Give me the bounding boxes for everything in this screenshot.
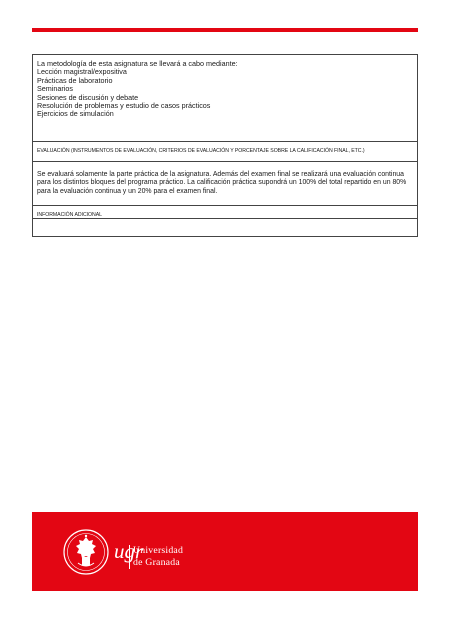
- methodology-section: [33, 55, 417, 141]
- methodology-intro: La metodología de esta asignatura se llevará a cabo mediante:: [37, 59, 238, 68]
- evaluation-heading: EVALUACIÓN (INSTRUMENTOS DE EVALUACIÓN, CRITERIOS DE EVALUACIÓN Y PORCENTAJE SOBRE LA CALIFICACIÓN FINAL, ETC.): [37, 148, 365, 154]
- university-name-line1: Universidad: [133, 545, 184, 556]
- additional-info-heading: INFORMACIÓN ADICIONAL: [37, 212, 102, 218]
- university-name-line2: de Granada: [133, 557, 180, 568]
- ugr-logo-text: ugr: [114, 539, 144, 563]
- footer-banner: [32, 512, 418, 591]
- additional-info-content: [33, 218, 417, 236]
- methodology-item: Sesiones de discusión y debate: [37, 92, 139, 102]
- evaluation-heading-row: [33, 141, 417, 161]
- evaluation-text: Se evaluará solamente la parte práctica de la asignatura. Además del examen final se realizará una evaluación continua para los distintos bloques del programa práctico. La calificación práctica supondrá un 100% del total repartido en un 80% para la evaluación continua y un 20% para el examen final.: [37, 171, 407, 195]
- methodology-item: Lección magistral/expositiva: [37, 67, 127, 77]
- methodology-item: Prácticas de laboratorio: [37, 75, 113, 85]
- methodology-item: Seminarios: [37, 84, 73, 94]
- methodology-item: Ejercicios de simulación: [37, 109, 114, 119]
- university-name: [133, 545, 183, 569]
- methodology-item: Resolución de problemas y estudio de casos prácticos: [37, 101, 211, 111]
- university-seal-icon: [62, 527, 110, 577]
- additional-info-heading-row: [33, 205, 417, 218]
- evaluation-section: [33, 161, 417, 205]
- logo-divider: [129, 545, 130, 569]
- guide-table: [32, 54, 418, 237]
- top-red-bar: [32, 28, 418, 32]
